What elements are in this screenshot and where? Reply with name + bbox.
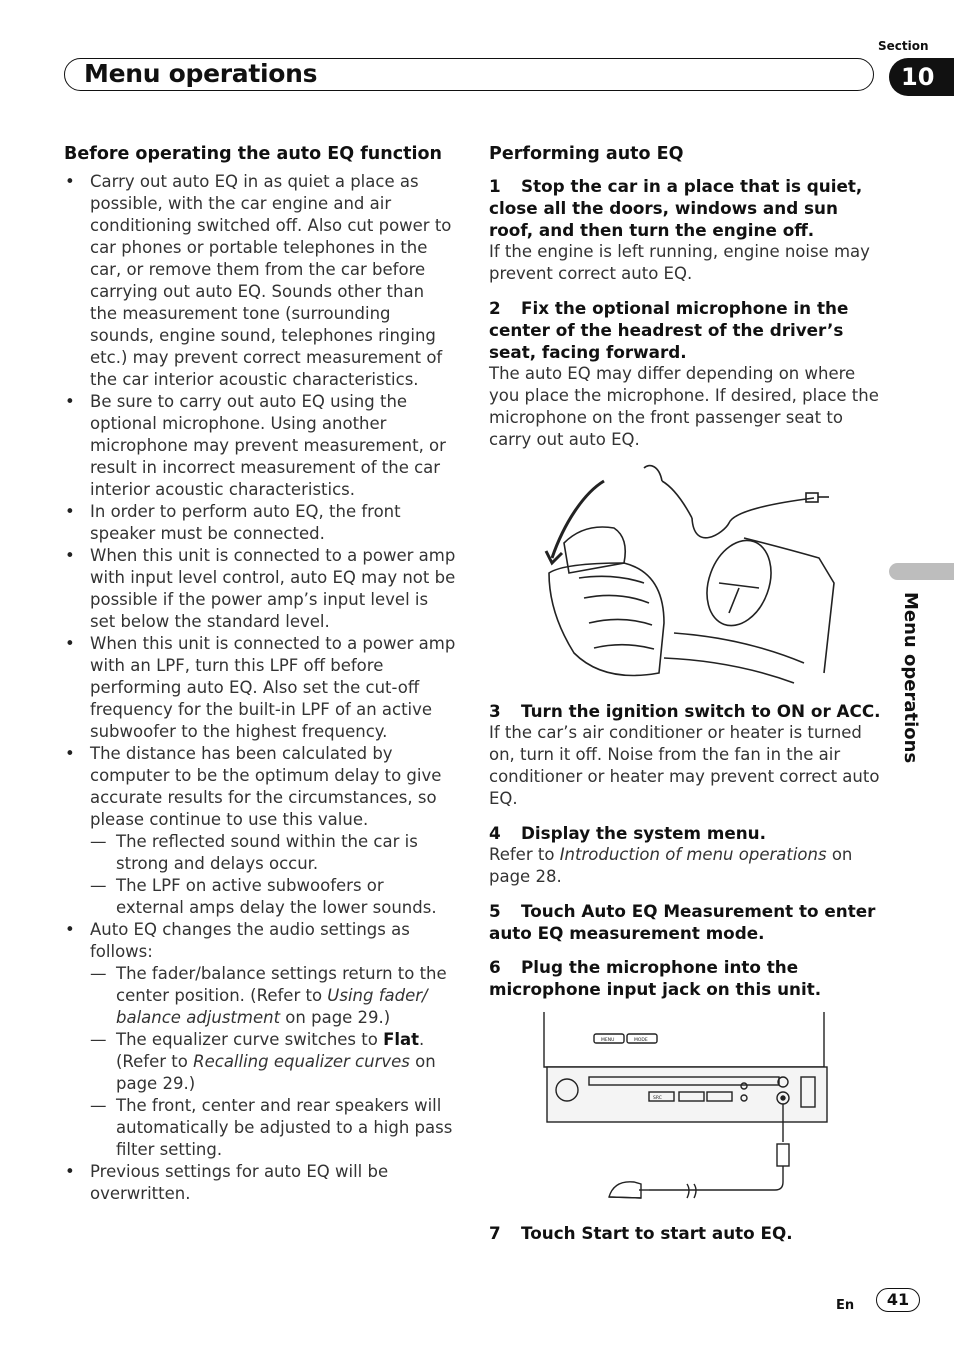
text: The fader/balance settings return to the center position. (Refer to [116, 964, 447, 1005]
step-5 [489, 900, 881, 944]
step-number: 6 [489, 957, 501, 977]
step-title-text: Plug the microphone into the microphone input jack on this unit. [489, 957, 822, 999]
step-title [489, 297, 881, 363]
text: . (Refer to [116, 1030, 425, 1071]
step-title [489, 900, 881, 944]
sub-list-item: — The reflected sound within the car is strong and delays occur. [90, 831, 456, 875]
sub-list-item: — The front, center and rear speakers will automatically be adjusted to a high pass filter setting. [90, 1095, 456, 1161]
right-heading: Performing auto EQ [489, 144, 684, 164]
page-reference: Introduction of menu operations [559, 845, 827, 864]
list-item: • Be sure to carry out auto EQ using the optional microphone. Using another microphone may prevent measurement, or result in incorrect measurement of the car interior acoustic characteristics. [64, 391, 456, 501]
step-number: 1 [489, 176, 501, 196]
footer-language: En [836, 1298, 855, 1313]
list-item: • Previous settings for auto EQ will be overwritten. [64, 1161, 456, 1205]
list-item: • When this unit is connected to a power amp with an LPF, turn this LPF off before performing auto EQ. Also set the cut-off frequency for the built-in LPF of an active subwoofer to the highest frequency. [64, 633, 456, 743]
step-body: If the engine is left running, engine noise may prevent correct auto EQ. [489, 242, 870, 283]
step-body: The auto EQ may differ depending on where you place the microphone. If desired, place the microphone on the front passenger seat to carry out auto EQ. [489, 364, 879, 449]
list-item-text: Auto EQ changes the audio settings as follows: [90, 920, 410, 961]
left-heading: Before operating the auto EQ function [64, 144, 442, 164]
page-reference: Using fader/ balance adjustment [116, 986, 428, 1027]
src-button-label: SRC [653, 1096, 662, 1101]
step-title-text: Touch Auto EQ Measurement to enter auto EQ measurement mode. [489, 901, 876, 943]
section-number-badge: 10 [889, 58, 954, 96]
step-title [489, 956, 881, 1000]
list-item: • In order to perform auto EQ, the front speaker must be connected. [64, 501, 456, 545]
step-title [489, 1222, 881, 1244]
step-title-text: Touch Start to start auto EQ. [521, 1223, 793, 1243]
step-number: 7 [489, 1223, 501, 1243]
right-column [489, 143, 881, 1256]
sub-list [90, 831, 456, 919]
list-item: • When this unit is connected to a power amp with input level control, auto EQ may not be possible if the power amp’s input level is set below the standard level. [64, 545, 456, 633]
page-number: 41 [876, 1288, 920, 1312]
side-tab-bar [889, 563, 954, 580]
step-title [489, 175, 881, 241]
step-title [489, 700, 881, 722]
head-unit-microphone-illustration [539, 1012, 839, 1212]
step-title [489, 822, 881, 844]
step-title-text: Fix the optional microphone in the center of the headrest of the driver’s seat, facing forward. [489, 298, 849, 362]
sub-list-item: — The LPF on active subwoofers or external amps delay the lower sounds. [90, 875, 456, 919]
step-6 [489, 956, 881, 1000]
text: on page 29.) [116, 1052, 436, 1093]
step-number: 5 [489, 901, 501, 921]
step-body: If the car’s air conditioner or heater is turned on, turn it off. Noise from the fan in the air conditioner or heater may prevent correct auto EQ. [489, 723, 880, 808]
car-seat-microphone-illustration [544, 463, 844, 688]
text: on page 28. [489, 845, 853, 886]
section-label: Section [878, 39, 929, 53]
step-number: 2 [489, 298, 501, 318]
precaution-list [64, 171, 456, 1205]
step-title-text: Display the system menu. [521, 823, 766, 843]
page-reference: Recalling equalizer curves [193, 1052, 410, 1071]
step-3 [489, 700, 881, 810]
step-title-text: Turn the ignition switch to ON or ACC. [521, 701, 881, 721]
list-item [64, 743, 456, 919]
step-body [489, 844, 881, 888]
sub-list-item [90, 963, 456, 1029]
step-number: 3 [489, 701, 501, 721]
sub-list [90, 963, 456, 1161]
list-item: • Carry out auto EQ in as quiet a place as possible, with the car engine and air conditioning switched off. Also cut power to car phones or portable telephones in the car, or remove them from the car before carrying out auto EQ. Sounds other than the measurement tone (surrounding sounds, engine sound, telephones ringing etc.) may prevent correct measurement of the car interior acoustic characteristics. [64, 171, 456, 391]
mode-button-label: MODE [634, 1038, 648, 1043]
text: on page 29.) [280, 1008, 391, 1027]
step-number: 4 [489, 823, 501, 843]
step-1 [489, 175, 881, 285]
step-2 [489, 297, 881, 451]
page-title: Menu operations [84, 59, 318, 88]
list-item-text: The distance has been calculated by computer to be the optimum delay to give accurate results for the circumstances, so please continue to use this value. [90, 744, 442, 829]
left-column [64, 143, 456, 1205]
step-7 [489, 1222, 881, 1244]
text: Refer to [489, 845, 560, 864]
list-item [64, 919, 456, 1161]
step-title-text: Stop the car in a place that is quiet, close all the doors, windows and sun roof, and then turn the engine off. [489, 176, 863, 240]
side-tab-label: Menu operations [900, 592, 921, 764]
sub-list-item [90, 1029, 456, 1095]
text: The equalizer curve switches to [116, 1030, 384, 1049]
menu-button-label: MENU [601, 1038, 615, 1043]
bold-term: Flat [383, 1030, 420, 1049]
step-4 [489, 822, 881, 888]
